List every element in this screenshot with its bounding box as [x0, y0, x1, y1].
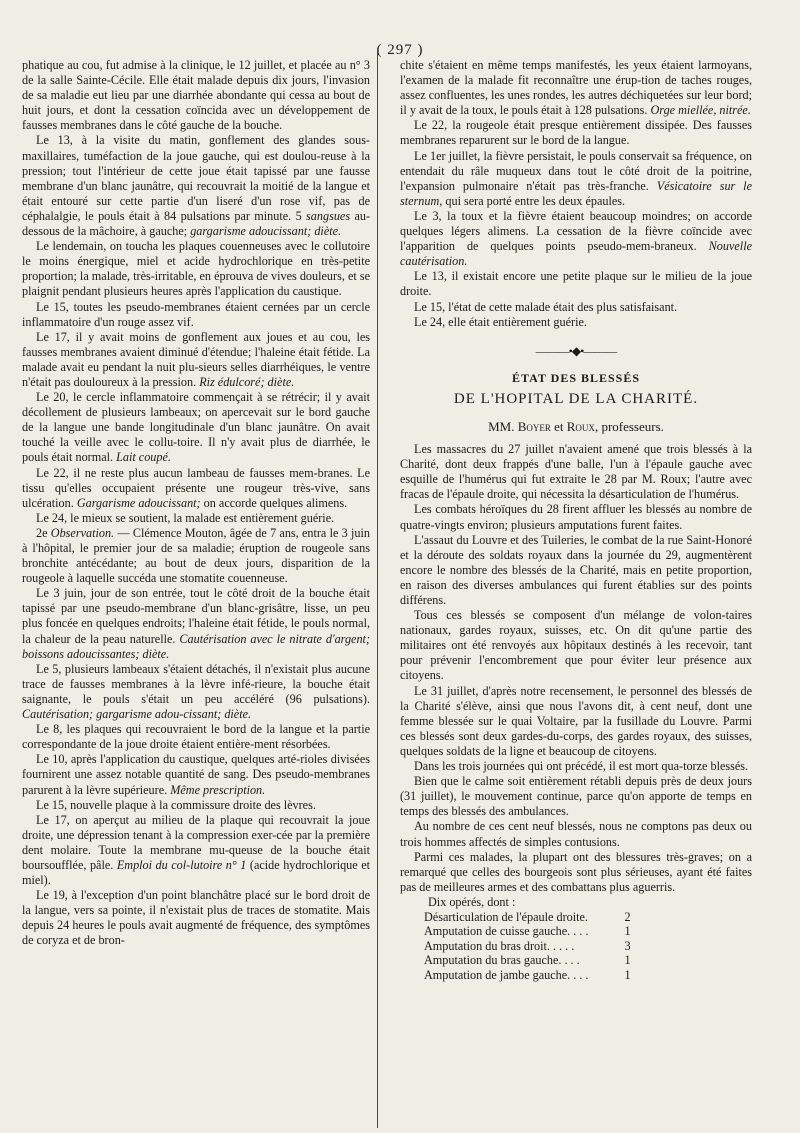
italic-run: Lait coupé.: [116, 450, 171, 465]
text-run: Le 31 juillet, d'après notre recensement, le personnel des blessés de la Charité s'élève, ainsi que nous l'avons dit, à cent neuf, dont une femme blessée sur le quai Voltaire, par la fusillade du Louvre. Parmi ces blessés sont deux gardes-du-corps, des gardes royaux, des suisses, quelques soldats de la ligne et beaucoup de citoyens.: [400, 683, 752, 758]
paragraph: [400, 759, 752, 774]
text-run: Le 10, après l'application du caustique, quelques arté-rioles divisées fournirent une assez notable quantité de sang. Des pseudo-membranes parurent à la lèvre supérieure.: [22, 752, 370, 797]
operation-count: 1: [624, 967, 631, 982]
section-subtitle: DE L'HOPITAL DE LA CHARITÉ.: [453, 390, 699, 407]
paragraph: [22, 58, 370, 133]
operations-heading: Dix opérés, dont :: [428, 894, 516, 909]
paragraph: [22, 330, 370, 390]
text-run: Le 15, nouvelle plaque à la commissure droite des lèvres.: [36, 797, 316, 812]
italic-run: Observation.: [50, 525, 115, 540]
text-run: Le 17, il y avait moins de gonflement aux joues et au cou, les fausses membranes avaient diminué d'étendue; l'haleine était fétide. La malade avait eu pendant la nuit plu-sieurs selles diarrhéiques, le ventre n'était pas douloureux à la pression.: [22, 329, 370, 389]
italic-run: Vésicatoire sur le sternum,: [400, 178, 752, 208]
operation-label: Amputation de cuisse gauche. . . .: [424, 924, 589, 939]
text-run: — Clémence Mouton, âgée de 7 ans, entra le 3 juin à l'hôpital, le premier jour de sa maladie; éruption de rougeole sans bronchite antécédante; au bout de deux jours, disparition de la rougeole à laquelle succéda une stomatite couenneuse.: [22, 525, 370, 586]
text-run: Le 24, elle était entièrement guérie.: [414, 314, 587, 329]
paragraph: [22, 752, 370, 797]
paragraph: [22, 239, 370, 299]
italic-run: Même prescription.: [170, 782, 266, 797]
italic-run: sangsues: [306, 208, 351, 223]
paragraph: [400, 209, 752, 269]
paragraph: [22, 813, 370, 888]
operation-count: 3: [624, 938, 631, 953]
author-boyer: Boyer: [517, 418, 551, 434]
text-run: Le 22, la rougeole était presque entièrement dissipée. Des fausses membranes reparurent sur le bord de la langue.: [400, 118, 752, 148]
authors-suffix: , professeurs.: [594, 418, 664, 434]
text-run: Le 15, l'état de cette malade était des plus satisfaisant.: [414, 299, 678, 314]
paragraph: [22, 466, 370, 511]
text-run: Le 3, la toux et la fièvre étaient beaucoup moindres; on accorde quelques légers alimens. La cessation de la fièvre coïncide avec l'apparition de quelques points pseudo-mem-braneux.: [400, 208, 752, 254]
right-column-top: [400, 58, 752, 330]
paragraph: [400, 502, 752, 532]
paragraph: [22, 586, 370, 661]
italic-run: Emploi du col-lutoire n° 1: [116, 857, 247, 872]
operation-row: [424, 910, 631, 925]
text-run: Le lendemain, on toucha les plaques couenneuses avec le collutoire le moins énergique, miel et acide hydrochlorique en très-petite proportion; la malade, très-irritable, en éprouva de vives douleurs, et se plaignit pendant plusieurs heures après l'application du caustique.: [22, 239, 370, 299]
paragraph: [400, 684, 752, 759]
text-run: Le 13, il existait encore une petite plaque sur le milieu de la joue droite.: [400, 269, 752, 299]
operation-label: Amputation du bras gauche. . . .: [424, 953, 580, 968]
text-run: Parmi ces malades, la plupart ont des blessures très-graves; on a remarqué que celles des bourgeois sont plus sérieuses, ayant été faites pas de meilleures armes et des combattans plus aguerris.: [400, 849, 752, 894]
paragraph: [400, 315, 752, 330]
paragraph: [400, 300, 752, 315]
operation-count: 2: [624, 909, 631, 924]
paragraph: [22, 511, 370, 526]
right-column: [400, 58, 752, 982]
text-run: Dans les trois journées qui ont précédé, il est mort qua-torze blessés.: [414, 759, 749, 774]
text-run: Le 24, le mieux se soutient, la malade est entièrement guérie.: [36, 510, 335, 525]
paragraph: [400, 149, 752, 209]
paragraph: [400, 850, 752, 895]
text-run: qui sera porté entre les deux épaules.: [442, 193, 626, 208]
text-run: 2e: [36, 525, 51, 540]
paragraph: [400, 819, 752, 849]
operations-table: [424, 910, 631, 983]
operation-count: 1: [624, 924, 631, 939]
paragraph: [400, 533, 752, 608]
column-divider: [377, 48, 379, 1128]
text-run: Tous ces blessés se composent d'un mélange de volon-taires nationaux, gardes royaux, suisses, etc. On dit qu'une partie des militaires ont été renvoyés aux hôpitaux destinés à les recevoir, tant pour prévenir l'encombrement que pour éviter leur présence aux citoyens.: [400, 608, 752, 683]
text-run: Le 5, plusieurs lambeaux s'étaient détachés, il n'existait plus aucune trace de fausses membranes à la lèvre infé-rieure, la bouche était saignante, le pouls s'était un peu accéléré (96 pulsations).: [22, 661, 370, 706]
operation-row: [424, 924, 631, 939]
operation-label: Amputation du bras droit. . . . .: [424, 938, 575, 953]
text-run: Le 17, on aperçut au milieu de la plaque qui recouvrait la joue droite, une dépression tenant à la compression exer-cée par la première dent molaire. Toute la membrane mu-queuse de la bouche était boursoufflée, pâle.: [22, 812, 370, 872]
text-run: Le 3 juin, jour de son entrée, tout le côté droit de la bouche était tapissé par une pseudo-membrane d'un blanc-grisâtre, lisse, un peu plus foncée en quelques endroits; l'haleine était fétide, le pouls normal, la chaleur de la peau naturelle.: [22, 586, 370, 646]
right-column-body: [400, 442, 752, 895]
paragraph: [22, 662, 370, 722]
paragraph: [400, 269, 752, 299]
italic-run: Cautérisation avec le nitrate d'argent; boissons adoucissantes; diète.: [22, 631, 371, 661]
text-run: Le 13, à la visite du matin, gonflement des glandes sous-maxillaires, tuméfaction de la joue gauche, qui est doulou-reuse à la pression; tout l'intérieur de cette joue était tapissé par une fausse membrane d'un blanc jaunâtre, qui recouvrait la moitié de la langue et était entouré sur cette partie d'un liseré d'un rose vif, pas de céphalalgie, le pouls était à 84 pulsations par minute. 5: [22, 133, 370, 223]
text-run: Au nombre de ces cent neuf blessés, nous ne comptons pas deux ou trois hommes affectés de simples contusions.: [400, 819, 752, 849]
page-number: ( 297 ): [376, 42, 424, 58]
text-run: L'assaut du Louvre et des Tuileries, le combat de la rue Saint-Honoré et la déroute des soldats royaux dans la journée du 29, augmentèrent encore le nombre des blessés de la Charité, mais en petite proportion, en raison des diverses ambulances qui furent établies sur des points différens.: [400, 532, 752, 607]
text-run: chite s'étaient en même temps manifestés, les yeux étaient larmoyans, l'examen de la malade fit reconnaître une érup-tion de taches rouges, assez confluentes, les unes rondes, les autres déchiquetées sur leur bord; il y avait de la toux, le pouls était à 128 pulsations.: [400, 58, 752, 118]
italic-run: Cautérisation; gargarisme adou-cissant; diète.: [22, 707, 252, 722]
paragraph: [22, 888, 370, 948]
text-run: (acide hydrochlorique et miel).: [22, 857, 370, 888]
paragraph: [22, 722, 370, 752]
text-run: phatique au cou, fut admise à la clinique, le 12 juillet, et placée au n° 3 de la salle Sainte-Cécile. Elle était malade depuis dix jours, l'invasion de sa maladie eut lieu par une diarrhée abondante qui cessa au bout de huit jours, et dont la cessation coïncida avec un développement de fausses membranes dans le côté gauche de la bouche.: [22, 58, 370, 133]
text-run: Le 8, les plaques qui recouvraient le bord de la langue et la partie correspondante de la joue droite étaient entière-ment résorbées.: [22, 722, 370, 752]
left-column: [22, 58, 370, 949]
paragraph: [400, 608, 752, 683]
text-run: au-dessous de la mâchoire, à gauche;: [22, 208, 370, 239]
operation-label: Amputation de jambe gauche. . . .: [424, 967, 589, 982]
text-run: on accorde quelques alimens.: [200, 495, 348, 510]
operation-row: [424, 939, 631, 954]
text-run: Bien que le calme soit entièrement rétabli depuis près de deux jours (31 juillet), le mouvement continue, parce qu'on apporte de temps en temps des blessés des ambulances.: [400, 774, 752, 819]
italic-run: Gargarisme adoucissant;: [76, 495, 201, 510]
paragraph: [22, 390, 370, 465]
paragraph: [22, 798, 370, 813]
paragraph: [22, 526, 370, 586]
authors-and: et: [550, 418, 567, 434]
section-authors: [400, 419, 752, 434]
authors-prefix: MM.: [488, 418, 518, 434]
paragraph: [400, 58, 752, 118]
italic-run: Orge miellée, nitrée.: [650, 103, 751, 118]
section-ornament: ———•◆•———: [535, 343, 617, 358]
operation-label: Désarticulation de l'épaule droite.: [424, 909, 588, 924]
paragraph: [400, 442, 752, 502]
text-run: Le 20, le cercle inflammatoire commençait à se rétrécir; il y avait décollement de plusieurs lambeaux; on apercevait sur le bord gauche de la langue une bande longitudinale d'un blanc jaunâtre. On avait touché la veille avec le collu-toire. Il n'y avait plus de diarrhée, le pouls était normal.: [22, 390, 370, 465]
text-run: Le 19, à l'exception d'un point blanchâtre placé sur le bord droit de la langue, vers sa pointe, il n'existait plus de traces de stomatite. Mais depuis 24 heures le pouls avait augmenté de fréquence, des symptômes de coryza et de bron-: [22, 888, 370, 948]
text-run: Les massacres du 27 juillet n'avaient amené que trois blessés à la Charité, dont deux frappés d'une balle, l'un à l'épaule gauche avec esquille de l'humérus qui fut extraite le 28 par M. Roux; l'autre avec fracas de l'épaule droite, qui nécessita la désarticulation de l'humérus.: [400, 442, 752, 502]
operation-row: [424, 968, 631, 983]
paragraph: [22, 133, 370, 239]
text-run: Le 15, toutes les pseudo-membranes étaient cernées par un cercle inflammatoire d'un rouge assez vif.: [22, 299, 370, 329]
paragraph: [400, 118, 752, 148]
paragraph: [22, 300, 370, 330]
text-run: Le 22, il ne reste plus aucun lambeau de fausses mem-branes. Le tissu qu'elles occupaient présente une rougeur très-vive, sans ulcération.: [22, 465, 370, 510]
operation-row: [424, 953, 631, 968]
italic-run: Nouvelle cautérisation.: [400, 239, 752, 269]
author-roux: Roux: [566, 418, 595, 434]
italic-run: gargarisme adoucissant; diète.: [190, 224, 342, 239]
section-title: ÉTAT DES BLESSÉS: [511, 370, 641, 385]
italic-run: Riz édulcoré; diète.: [199, 374, 295, 389]
paragraph: [400, 774, 752, 819]
text-run: Le 1er juillet, la fièvre persistait, le pouls conservait sa fréquence, on entendait du râle muqueux dans tout le côté droit de la poitrine, l'expansion pulmonaire n'était pas très-franche.: [400, 148, 752, 193]
text-run: Les combats héroïques du 28 firent affluer les blessés au nombre de quatre-vingts environ; plusieurs amputations furent faites.: [400, 502, 752, 532]
operation-count: 1: [624, 953, 631, 968]
